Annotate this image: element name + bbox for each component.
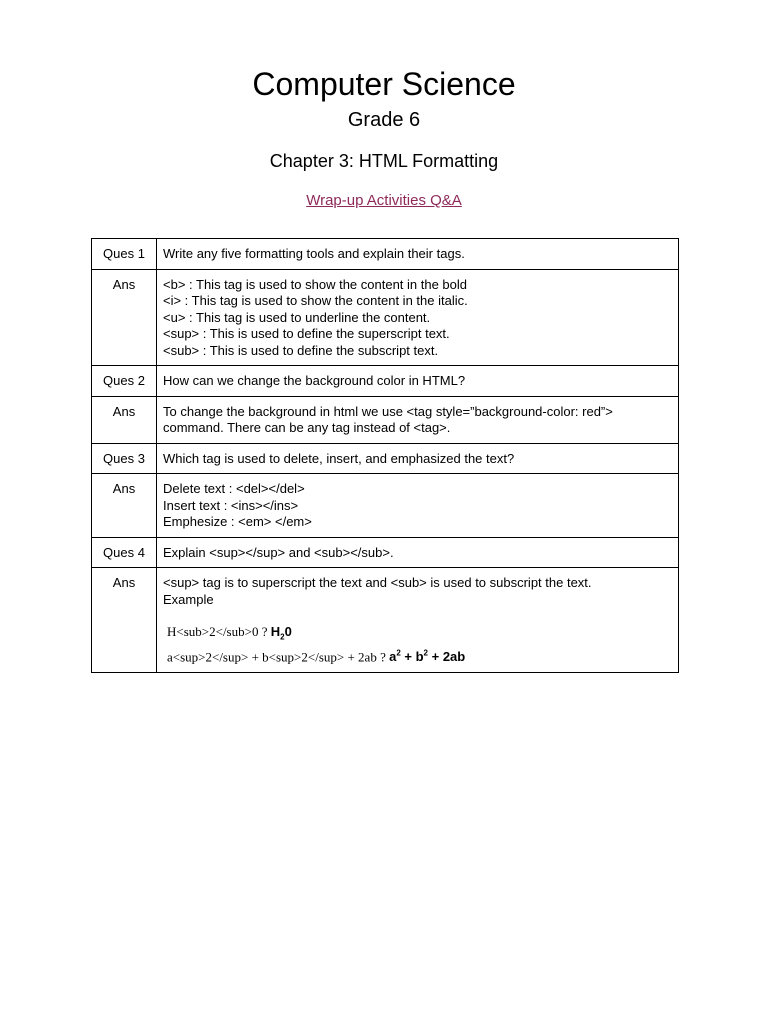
wrapup-link[interactable]: Wrap-up Activities Q&A xyxy=(306,192,462,209)
question-text: Write any five formatting tools and explain their tags. xyxy=(157,239,679,270)
example-base: H xyxy=(270,624,281,639)
answer-line: <sub> : This is used to define the subscript text. xyxy=(163,342,439,358)
answer-line: To change the background in html we use <tag style=”background-color: red”> xyxy=(163,403,613,419)
table-row xyxy=(92,474,679,538)
table-row xyxy=(92,443,679,474)
answer-label: Ans xyxy=(92,474,157,538)
answer-label: Ans xyxy=(92,568,157,673)
question-text: Explain <sup></sup> and <sub></sub>. xyxy=(157,537,679,568)
answer-line: <b> : This tag is used to show the content in the bold xyxy=(163,276,468,292)
answer-text xyxy=(157,396,679,443)
answer-line: Insert text : <ins></ins> xyxy=(163,497,299,513)
question-label: Ques 3 xyxy=(92,443,157,474)
answer-line: <u> : This tag is used to underline the content. xyxy=(163,309,431,325)
answer-text xyxy=(157,474,679,538)
example-line xyxy=(167,624,672,646)
table-row xyxy=(92,537,679,568)
example-base: a xyxy=(389,649,397,665)
answer-line: command. There can be any tag instead of <tag>. xyxy=(163,420,451,435)
example-subscript: 2 xyxy=(280,632,285,642)
answer-label: Ans xyxy=(92,269,157,366)
answer-text xyxy=(157,269,679,366)
answer-label: Ans xyxy=(92,396,157,443)
answer-line: Emphesize : <em> </em> xyxy=(163,514,312,529)
question-text: How can we change the background color in HTML? xyxy=(157,366,679,397)
question-label: Ques 4 xyxy=(92,537,157,568)
answer-text xyxy=(157,568,679,673)
example-superscript: 2 xyxy=(396,649,401,659)
answer-line: <sup> tag is to superscript the text and <sub> is used to subscript the text. xyxy=(163,575,592,590)
table-row xyxy=(92,239,679,270)
grade-heading: Grade 6 xyxy=(347,109,421,131)
example-block xyxy=(163,624,672,666)
question-label: Ques 1 xyxy=(92,239,157,270)
question-label: Ques 2 xyxy=(92,366,157,397)
table-row xyxy=(92,396,679,443)
example-code: a<sup>2</sup> + b<sup>2</sup> + 2ab ? xyxy=(167,649,390,665)
table-row xyxy=(92,568,679,673)
page-title: Computer Science xyxy=(252,66,516,102)
example-superscript: 2 xyxy=(423,649,428,659)
table-row xyxy=(92,269,679,366)
example-rendered xyxy=(389,649,465,664)
wrapup-heading xyxy=(0,191,768,211)
answer-line: <i> : This tag is used to show the content in the italic. xyxy=(163,293,468,308)
example-line xyxy=(167,646,672,666)
example-tail: + 2ab xyxy=(428,649,466,665)
chapter-heading: Chapter 3: HTML Formatting xyxy=(269,151,499,171)
example-mid: + b xyxy=(400,649,424,665)
example-rendered xyxy=(270,624,292,642)
answer-line: <sup> : This is used to define the superscript text. xyxy=(163,326,450,341)
example-code: H<sub>2</sub>0 ? xyxy=(167,624,271,639)
answer-line: Example xyxy=(163,591,214,607)
question-text: Which tag is used to delete, insert, and emphasized the text? xyxy=(157,443,679,474)
example-tail: 0 xyxy=(284,624,292,639)
answer-line: Delete text : <del></del> xyxy=(163,481,305,496)
table-row xyxy=(92,366,679,397)
qa-table xyxy=(91,238,679,673)
